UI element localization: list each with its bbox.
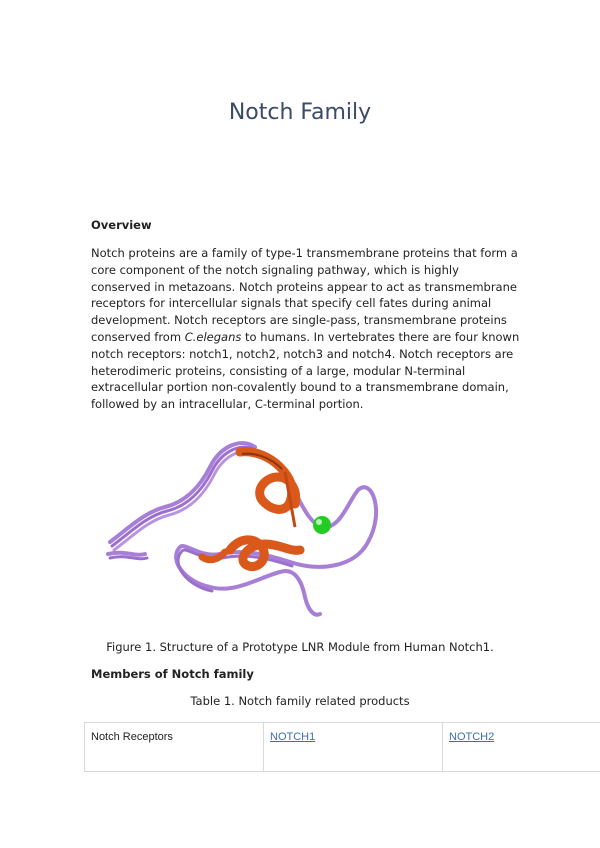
table-caption: Table 1. Notch family related products (190, 694, 410, 708)
overview-text-part2: to humans. In vertebrates there are four known notch receptors: notch1, notch2, notch3 and notch4. Notch receptors are heterodimeric proteins, consisting of a large, modular N-terminal extracellular portion non-covalently bound to a transmembrane domain, followed by an intracellular, C-terminal portion. (91, 329, 520, 412)
protein-structure-figure (90, 432, 390, 622)
loop-strands (108, 443, 376, 615)
calcium-ion (313, 516, 331, 534)
lnr-module-image (90, 432, 390, 622)
overview-heading: Overview (91, 218, 152, 232)
table-row (85, 723, 600, 772)
overview-paragraph (91, 245, 521, 413)
figure-caption: Figure 1. Structure of a Prototype LNR Module from Human Notch1. (106, 640, 494, 654)
table-cell-link (443, 723, 600, 772)
notch1-link[interactable]: NOTCH1 (270, 731, 316, 743)
overview-text-part1: Notch proteins are a family of type-1 transmembrane proteins that form a core component of the notch signaling pathway, which is highly conserved in metazoans. Notch proteins appear to act as transmembrane receptors for intercellular signals that specify cell fates during animal development. Notch receptors are single-pass, transmembrane proteins conserved from (91, 246, 518, 344)
species-name: C.elegans (184, 329, 242, 344)
products-table (84, 722, 600, 772)
page-title: Notch Family (228, 100, 372, 125)
table-cell-label: Notch Receptors (85, 723, 264, 772)
members-heading: Members of Notch family (91, 667, 254, 681)
notch2-link[interactable]: NOTCH2 (449, 731, 495, 743)
table-cell-link (264, 723, 443, 772)
